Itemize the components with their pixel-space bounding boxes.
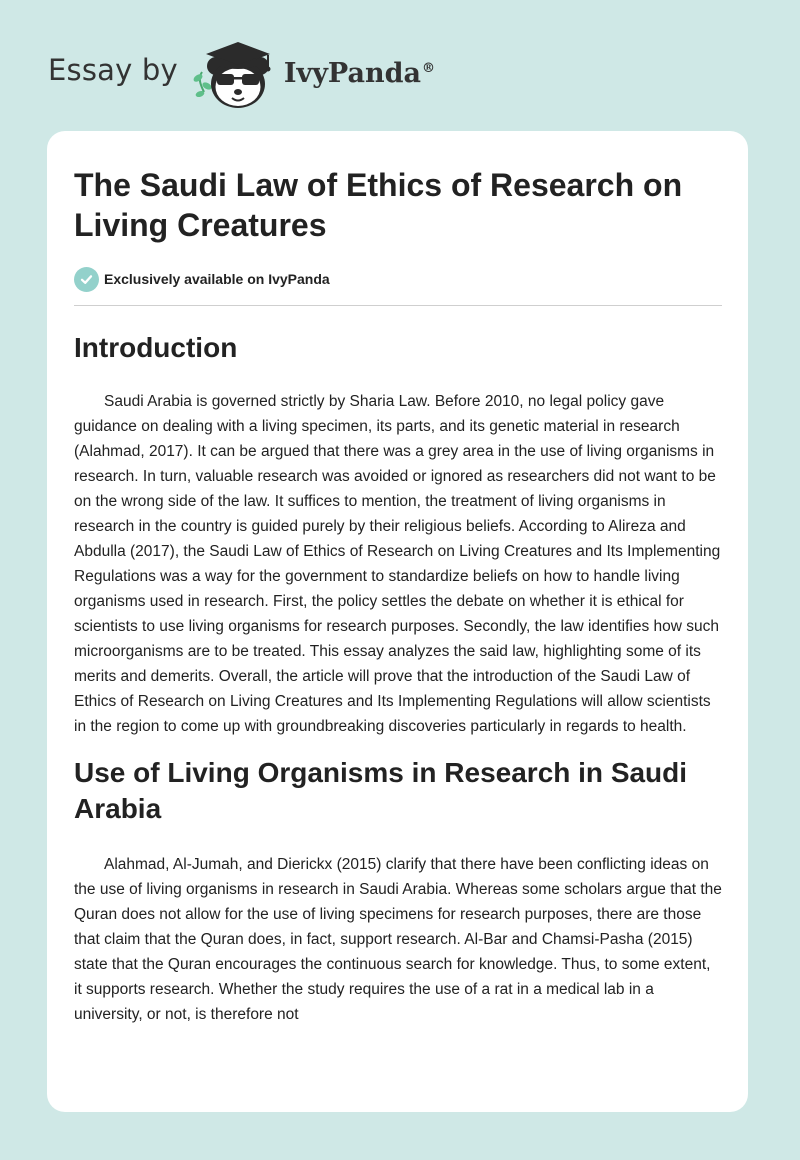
section-heading-introduction: Introduction: [74, 332, 238, 363]
panda-graduate-logo-icon: [190, 34, 280, 110]
registered-mark: ®: [421, 60, 435, 76]
essay-card: [47, 131, 748, 1112]
check-icon: [74, 267, 99, 292]
title-divider: [74, 305, 722, 306]
use-of-living-organisms-paragraph: Alahmad, Al-Jumah, and Dierickx (2015) clarify that there have been conflicting ideas on the use of living organisms in research in Saudi Arabia. Whereas some scholars argue that the Quran does not allow for the use of living specimens for research purposes, there are those that claim that the Quran does, in fact, support research. Al-Bar and Chamsi-Pasha (2015) state that the Quran encourages the continuous search for knowledge. Thus, to some extent, it supports research. Whether the study requires the use of a rat in a medical lab in a university, or not, is therefore not: [74, 856, 722, 1023]
brand-prefix: Essay by: [48, 53, 178, 87]
brand-name-text: IvyPanda: [283, 57, 421, 89]
brand-header[interactable]: [48, 34, 435, 110]
exclusive-badge-text: Exclusively available on IvyPanda: [104, 271, 330, 287]
introduction-paragraph: Saudi Arabia is governed strictly by Sharia Law. Before 2010, no legal policy gave guidance on dealing with a living specimen, its parts, and its genetic material in research (Alahmad, 2017). It can be argued that there was a grey area in the use of living organisms in research. In turn, valuable research was avoided or ignored as researchers did not want to be on the wrong side of the law. It suffices to mention, the treatment of living organisms in research in the country is guided purely by their religious beliefs. According to Alireza and Abdulla (2017), the Saudi Law of Ethics of Research on Living Creatures and Its Implementing Regulations was a way for the government to standardize beliefs on how to handle living organisms used in research. First, the policy settles the debate on whether it is ethical for scientists to use living organisms for research purposes. Secondly, the law identifies how such microorganisms are to be treated. This essay analyzes the said law, highlighting some of its merits and demerits. Overall, the article will prove that the introduction of the Saudi Law of Ethics of Research on Living Creatures and Its Implementing Regulations will allow scientists in the region to come up with groundbreaking discoveries particularly in regards to health.: [74, 393, 721, 735]
brand-name: [284, 58, 435, 89]
exclusive-badge: [74, 266, 722, 292]
essay-title: The Saudi Law of Ethics of Research on Living Creatures: [74, 167, 683, 243]
section-heading-use-of-living-organisms: Use of Living Organisms in Research in Saudi Arabia: [74, 757, 688, 824]
